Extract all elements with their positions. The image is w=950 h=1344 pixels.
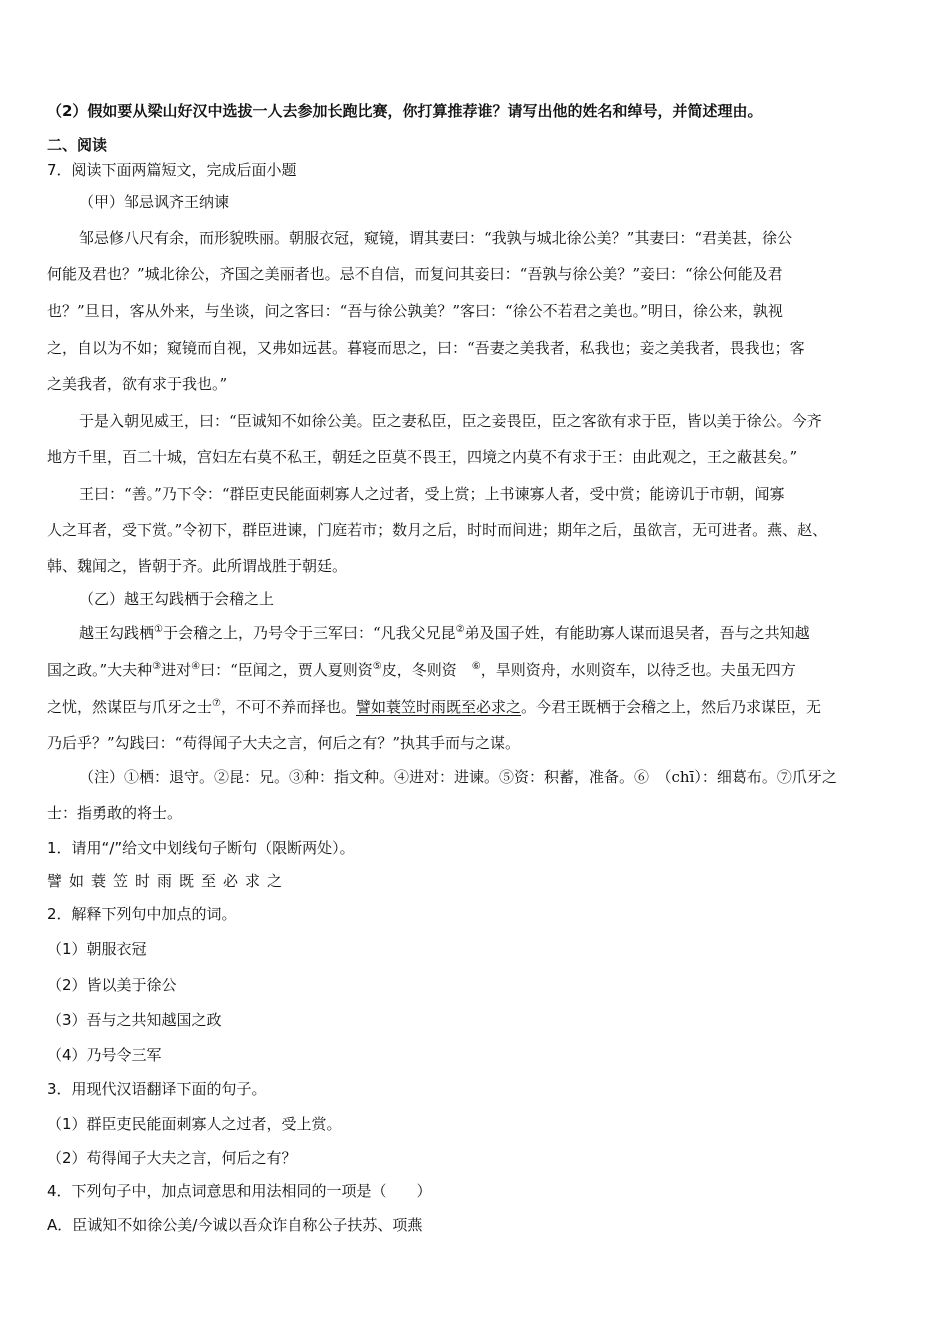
passage-jia-line: 韩、魏闻之，皆朝于齐。此所谓战胜于朝廷。 [47, 557, 348, 575]
footnote-marker: ⑤ [372, 661, 382, 672]
question-1-sentence: 譬如蓑笠时雨既至必求之 [47, 872, 290, 890]
question-2: 2．解释下列句中加点的词。 [47, 905, 237, 923]
passage-jia-line: 邹忌修八尺有余，而形貌昳丽。朝服衣冠，窥镜，谓其妻曰：“我孰与城北徐公美？”其妻曰：“君美甚，徐公 [79, 229, 793, 247]
notes-line-1: （注）①栖：退守。②昆：兄。③种：指文种。④进对：进谏。⑤资：积蓄，准备。⑥ （chī）：细葛布。⑦爪牙之 [79, 768, 837, 786]
passage-jia-line: 也？”旦日，客从外来，与坐谈，问之客曰：“吾与徐公孰美？”客曰：“徐公不若君之美也。”明日，徐公来，孰视 [47, 302, 783, 320]
underlined-sentence: 譬如蓑笠时雨既至必求之 [356, 698, 522, 716]
text-span: 弟及国子姓，有能助寡人谋而退吴者，吾与之共知越 [464, 624, 810, 642]
footnote-marker: ④ [191, 661, 201, 672]
passage-jia-line: 于是入朝见威王，曰：“臣诚知不如徐公美。臣之妻私臣，臣之妾畏臣，臣之客欲有求于臣，皆以美于徐公。今齐 [79, 412, 822, 430]
notes-line-2: 士：指勇敢的将士。 [47, 804, 183, 822]
text-span: 之忧，然谋臣与爪牙之士 [47, 698, 213, 716]
passage-yi-line-4: 乃后乎？”勾践曰：“苟得闻子大夫之言，何后之有？”执其手而与之谋。 [47, 734, 521, 752]
passage-jia-title: （甲）邹忌讽齐王纳谏 [79, 193, 230, 211]
footnote-marker: ⑥ [471, 661, 481, 672]
passage-jia-line: 人之耳者，受下赏。”令初下，群臣进谏，门庭若市；数月之后，时时而间进；期年之后，虽欲言，无可进者。燕、赵、 [47, 521, 828, 539]
text-span: 国之政。”大夫种 [47, 661, 153, 679]
passage-jia-line: 地方千里，百二十城，宫妇左右莫不私王，朝廷之臣莫不畏王，四境之内莫不有求于王：由此观之，王之蔽甚矣。” [47, 448, 798, 466]
text-span: 皮，冬则资 [381, 661, 472, 679]
text-span: ，不可不养而择也。 [220, 698, 356, 716]
passage-yi-line-3 [47, 697, 821, 717]
footnote-marker: ③ [152, 661, 162, 672]
question-3-item: （2）苟得闻子大夫之言，何后之有？ [47, 1149, 297, 1167]
prev-question-2: （2）假如要从梁山好汉中选拔一人去参加长跑比赛，你打算推荐谁？请写出他的姓名和绰号，并简述理由。 [47, 102, 763, 120]
passage-yi-line-1 [79, 623, 810, 643]
question-4: 4．下列句子中，加点词意思和用法相同的一项是（ ） [47, 1182, 432, 1200]
question-2-item: （3）吾与之共知越国之政 [47, 1011, 222, 1029]
text-span: 越王勾践栖 [79, 624, 155, 642]
question-1: 1．请用“/”给文中划线句子断句（限断两处）。 [47, 839, 355, 857]
section-title: 二、阅读 [47, 136, 108, 154]
footnote-marker: ⑦ [212, 698, 221, 709]
passage-yi-line-2 [47, 660, 796, 680]
text-span: 曰：“臣闻之，贾人夏则资 [200, 661, 373, 679]
text-span: 于会稽之上，乃号令于三军曰：“凡我父兄昆 [162, 624, 456, 642]
passage-jia-line: 何能及君也？”城北徐公，齐国之美丽者也。忌不自信，而复问其妾曰：“吾孰与徐公美？”妾曰：“徐公何能及君 [47, 265, 783, 283]
text-span: 进对 [161, 661, 192, 679]
passage-jia-line: 之，自以为不如；窥镜而自视，又弗如远甚。暮寝而思之，曰：“吾妻之美我者，私我也；妾之美我者，畏我也；客 [47, 339, 805, 357]
footnote-marker: ① [154, 624, 163, 635]
passage-jia-line: 之美我者，欲有求于我也。” [47, 375, 228, 393]
footnote-marker: ② [455, 624, 465, 635]
question-3-item: （1）群臣吏民能面刺寡人之过者，受上赏。 [47, 1115, 342, 1133]
question-3: 3．用现代汉语翻译下面的句子。 [47, 1080, 267, 1098]
passage-yi-title: （乙）越王勾践栖于会稽之上 [79, 590, 275, 608]
question-4-option-a: A．臣诚知不如徐公美/今诚以吾众诈自称公子扶苏、项燕 [47, 1216, 423, 1234]
question-7-intro: 7．阅读下面两篇短文，完成后面小题 [47, 161, 297, 179]
passage-jia-line: 王曰：“善。”乃下令：“群臣吏民能面刺寡人之过者，受上赏；上书谏寡人者，受中赏；能谤讥于市朝，闻寡 [79, 485, 785, 503]
question-2-item: （2）皆以美于徐公 [47, 976, 177, 994]
question-2-item: （1）朝服衣冠 [47, 940, 147, 958]
text-span: ，旱则资舟，水则资车，以待乏也。夫虽无四方 [480, 661, 796, 679]
question-2-item: （4）乃号令三军 [47, 1046, 162, 1064]
text-span: 。今君王既栖于会稽之上，然后乃求谋臣，无 [521, 698, 822, 716]
